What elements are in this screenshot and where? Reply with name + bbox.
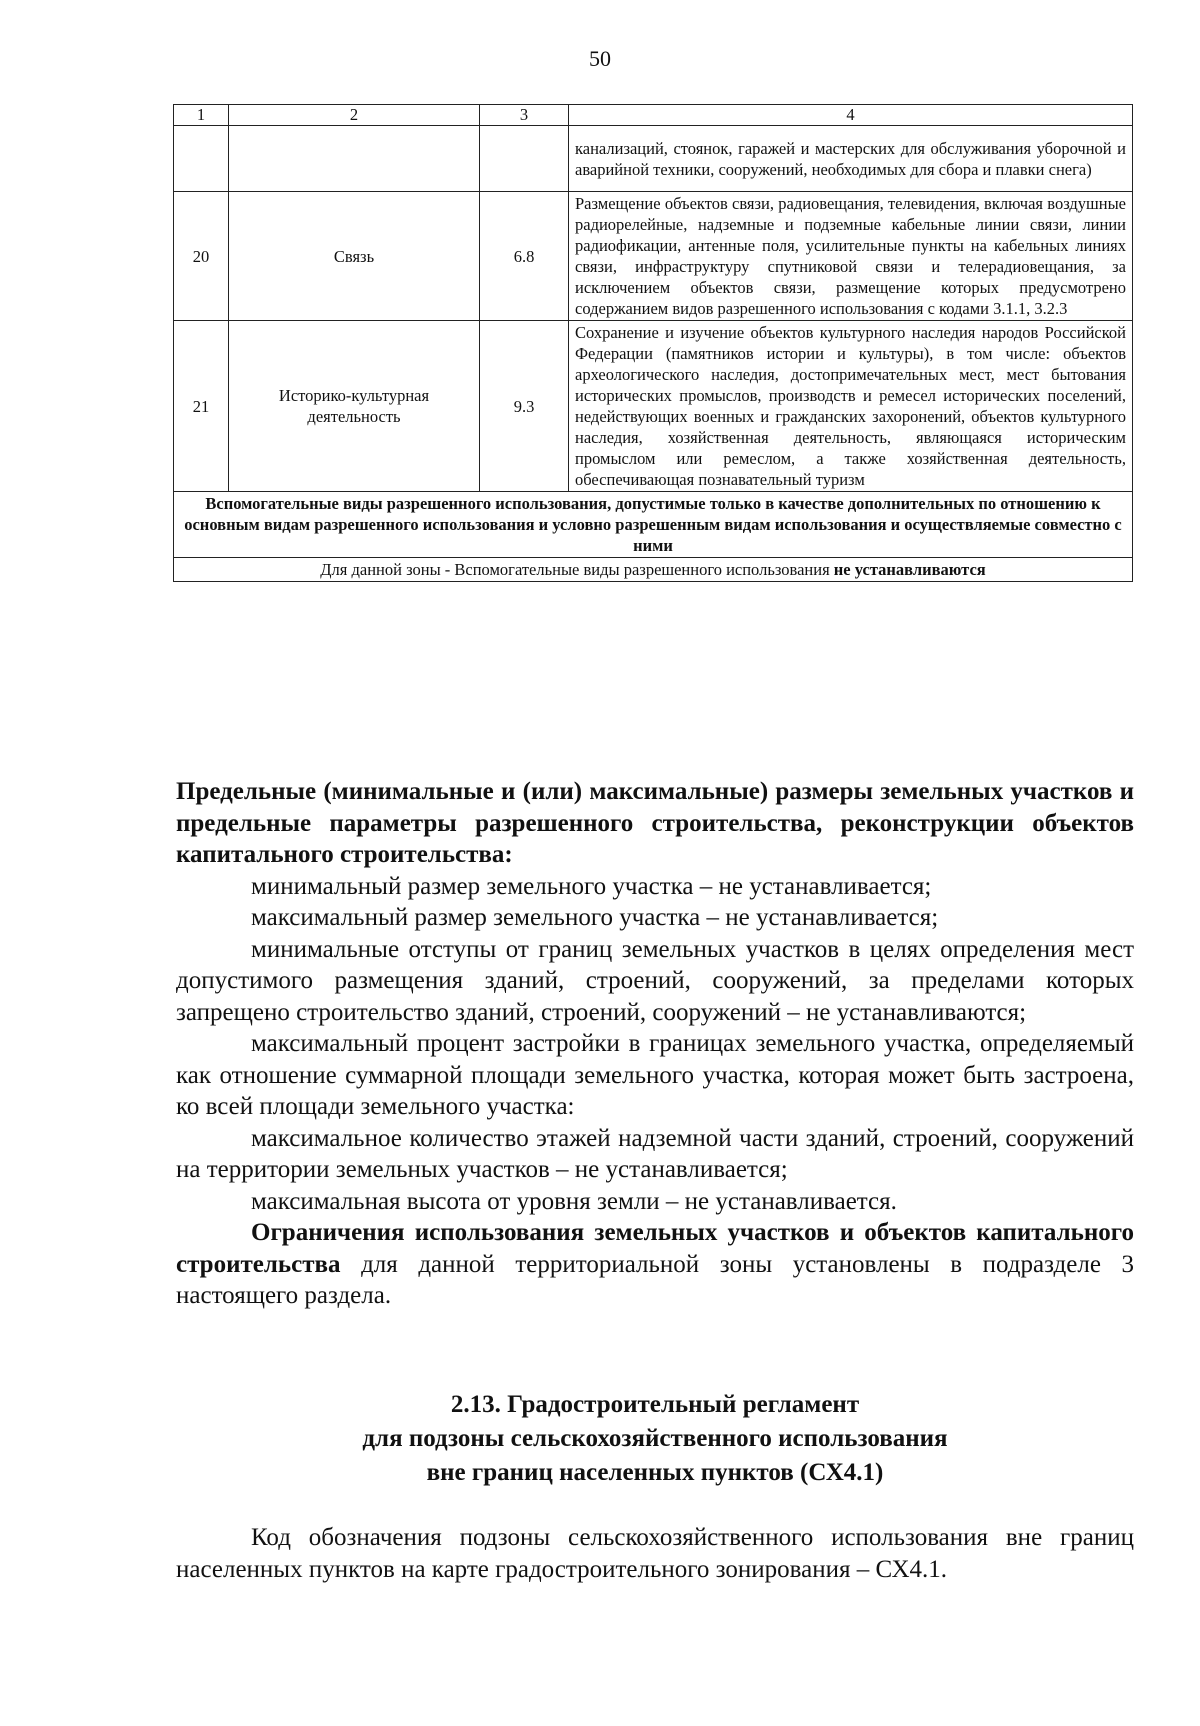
row-description: Сохранение и изучение объектов культурного наследия народов Российской Федерации (памятников истории и культуры), в том числе: объектов археологического наследия, достопримечательных мест, мест бытования исторических промыслов, производств и ремесел исторических поселений, недействующих военных и гражданских захоронений, объектов культурного наследия, хозяйственная деятельность, являющаяся историческим промыслом или ремеслом, а также хозяйственная деятельность, обеспечивающая познавательный туризм bbox=[569, 321, 1133, 492]
zone-code-block bbox=[176, 1522, 1134, 1585]
parameter-item: максимальное количество этажей надземной части зданий, строений, сооружений на территории земельных участков – не устанавливается; bbox=[176, 1124, 1134, 1183]
aux-uses-note bbox=[174, 558, 1133, 582]
parameter-item: максимальная высота от уровня земли – не устанавливается. bbox=[251, 1187, 897, 1215]
restrictions-bold: Ограничения использования земельных участков и объектов капитального строительства bbox=[176, 1219, 1134, 1278]
row-code bbox=[480, 126, 569, 192]
aux-note-row bbox=[174, 558, 1133, 582]
page-number: 50 bbox=[589, 46, 611, 71]
aux-uses-title: Вспомогательные виды разрешенного использования, допустимые только в качестве дополнительных по отношению к основным видам разрешенного использования и условно разрешенным видам использования и осуществляемые совместно с ними bbox=[174, 492, 1133, 558]
row-number: 21 bbox=[174, 321, 229, 492]
aux-title-row bbox=[174, 492, 1133, 558]
table-row bbox=[174, 321, 1133, 492]
header-col-3: 3 bbox=[480, 105, 569, 126]
row-code: 6.8 bbox=[480, 192, 569, 321]
section-title-line-1: 2.13. Градостроительный регламент bbox=[450, 1391, 860, 1418]
row-number bbox=[174, 126, 229, 192]
section-title-line-3: вне границ населенных пунктов (СХ4.1) bbox=[426, 1459, 884, 1486]
restrictions-paragraph bbox=[176, 1217, 1134, 1312]
section-title bbox=[176, 1388, 1134, 1490]
parameters-block bbox=[176, 776, 1134, 1312]
header-col-2: 2 bbox=[229, 105, 480, 126]
table-row bbox=[174, 192, 1133, 321]
parameter-item: минимальный размер земельного участка – не устанавливается; bbox=[251, 872, 932, 900]
section-title-line-2: для подзоны сельскохозяйственного использования bbox=[362, 1425, 948, 1452]
table-header-row bbox=[174, 105, 1133, 126]
aux-note-prefix: Для данной зоны - Вспомогательные виды разрешенного использования bbox=[320, 560, 834, 579]
row-description: Размещение объектов связи, радиовещания, телевидения, включая воздушные радиорелейные, надземные и подземные кабельные линии связи, линии радиофикации, антенные поля, усилительные пункты на кабельных линиях связи, инфраструктуру спутниковой связи и телерадиовещания, за исключением объектов связи, размещение которых предусмотрено содержанием видов разрешенного использования с кодами 3.1.1, 3.2.3 bbox=[569, 192, 1133, 321]
permitted-use-table bbox=[173, 104, 1133, 582]
parameters-heading: Предельные (минимальные и (или) максимальные) размеры земельных участков и предельные параметры разрешенного строительства, реконструкции объектов капитального строительства: bbox=[176, 778, 1134, 868]
parameter-item: максимальный размер земельного участка – не устанавливается; bbox=[251, 904, 939, 931]
parameter-item: минимальные отступы от границ земельных участков в целях определения мест допустимого размещения зданий, строений, сооружений, за пределами которых запрещено строительство зданий, строений, сооружений – не устанавливаются; bbox=[176, 935, 1134, 1026]
row-name: Историко-культурная деятельность bbox=[229, 321, 480, 492]
row-name: Связь bbox=[229, 192, 480, 321]
header-col-4: 4 bbox=[569, 105, 1133, 126]
row-code: 9.3 bbox=[480, 321, 569, 492]
parameter-item: максимальный процент застройки в границах земельного участка, определяемый как отношение суммарной площади земельного участка, которая может быть застроена, ко всей площади земельного участка: bbox=[176, 1030, 1134, 1120]
restrictions-rest: для данной территориальной зоны установлены в подразделе 3 настоящего раздела. bbox=[176, 1250, 1134, 1309]
row-number: 20 bbox=[174, 192, 229, 321]
table-row bbox=[174, 126, 1133, 192]
header-col-1: 1 bbox=[174, 105, 229, 126]
row-name bbox=[229, 126, 480, 192]
zone-code-paragraph: Код обозначения подзоны сельскохозяйственного использования вне границ населенных пунктов на карте градостроительного зонирования – СХ4.1. bbox=[176, 1524, 1134, 1583]
row-description: канализаций, стоянок, гаражей и мастерских для обслуживания уборочной и аварийной техники, сооружений, необходимых для сбора и плавки снега) bbox=[569, 126, 1133, 192]
aux-note-bold: не устанавливаются bbox=[833, 560, 986, 579]
